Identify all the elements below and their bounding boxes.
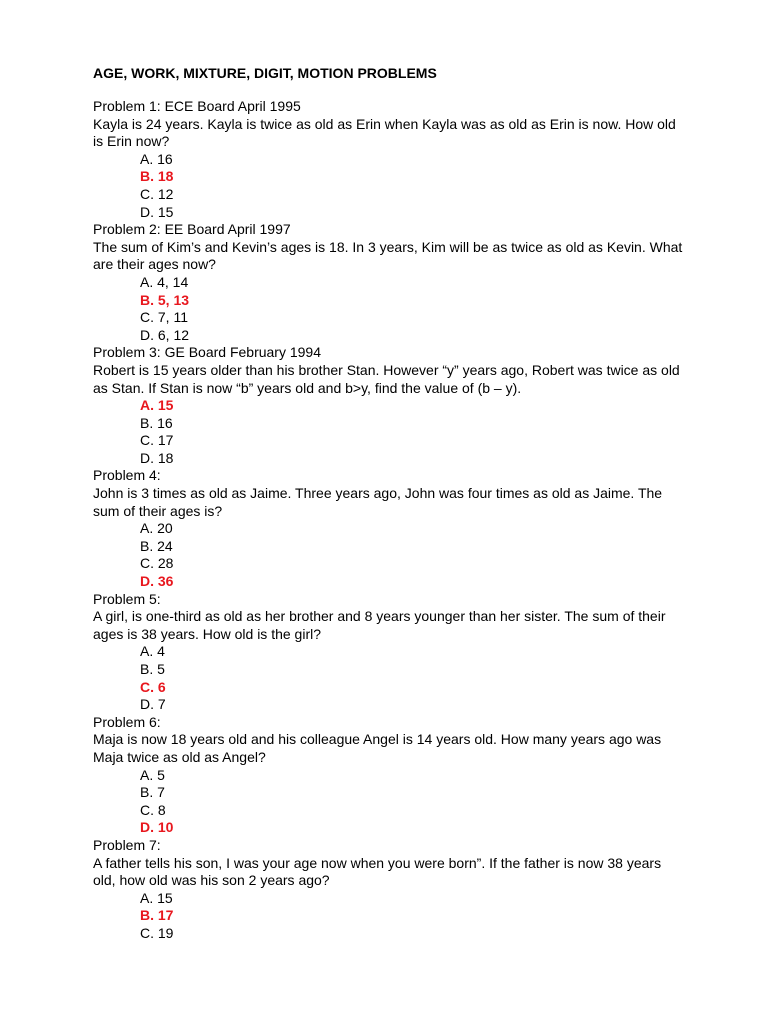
option-b: B. 24 bbox=[140, 537, 173, 554]
problem-7 bbox=[93, 837, 683, 943]
option-a: A. 4, 14 bbox=[140, 273, 189, 290]
answer-options bbox=[93, 890, 683, 943]
option-c: C. 6 bbox=[140, 678, 166, 695]
option-d: D. 6, 12 bbox=[140, 326, 190, 343]
option-a: A. 4 bbox=[140, 643, 165, 660]
option-b: B. 5 bbox=[140, 661, 165, 677]
option-b: B. 18 bbox=[140, 168, 174, 185]
option-b: B. 16 bbox=[140, 414, 173, 431]
problem-heading: Problem 7: bbox=[93, 836, 161, 853]
problem-statement: A girl, is one-third as old as her brother and 8 years younger than her sister. The sum of their ages is 38 years. How old is the girl? bbox=[93, 608, 666, 642]
problem-statement: Robert is 15 years older than his brother Stan. However “y” years ago, Robert was twice as old as Stan. If Stan is now “b” years old and b>y, find the value of (b – y). bbox=[93, 361, 680, 396]
option-d: D. 36 bbox=[140, 573, 174, 590]
problem-1 bbox=[93, 98, 683, 221]
answer-options bbox=[93, 397, 683, 467]
option-d: D. 10 bbox=[140, 819, 174, 836]
option-c: C. 17 bbox=[140, 432, 174, 449]
problem-statement: The sum of Kim’s and Kevin’s ages is 18. In 3 years, Kim will be as twice as old as Kevin. What are their ages now? bbox=[93, 238, 683, 273]
option-a: A. 15 bbox=[140, 889, 173, 906]
option-b: B. 5, 13 bbox=[140, 291, 190, 308]
problem-list bbox=[93, 98, 683, 943]
problem-statement: Kayla is 24 years. Kayla is twice as old as Erin when Kayla was as old as Erin is now. How old is Erin now? bbox=[93, 115, 676, 150]
problem-heading: Problem 6: bbox=[93, 713, 161, 730]
problem-2 bbox=[93, 221, 683, 344]
option-c: C. 19 bbox=[140, 924, 174, 941]
option-c: C. 28 bbox=[140, 555, 174, 572]
page-title: AGE, WORK, MIXTURE, DIGIT, MOTION PROBLEMS bbox=[93, 65, 437, 81]
option-b: B. 7 bbox=[140, 784, 165, 801]
problem-statement: John is 3 times as old as Jaime. Three years ago, John was four times as old as Jaime. The sum of their ages is? bbox=[93, 485, 663, 519]
option-a: A. 15 bbox=[140, 397, 174, 414]
problem-heading: Problem 2: EE Board April 1997 bbox=[93, 221, 291, 238]
option-d: D. 18 bbox=[140, 449, 174, 466]
option-c: C. 7, 11 bbox=[140, 309, 188, 326]
answer-options bbox=[93, 643, 683, 713]
answer-options bbox=[93, 767, 683, 837]
option-b: B. 17 bbox=[140, 907, 174, 924]
problem-3 bbox=[93, 344, 683, 467]
problem-statement: A father tells his son, I was your age now when you were born”. If the father is now 38 years old, how old was his son 2 years ago? bbox=[93, 854, 662, 889]
option-c: C. 8 bbox=[140, 801, 166, 818]
option-d: D. 15 bbox=[140, 203, 174, 220]
problem-statement: Maja is now 18 years old and his colleague Angel is 14 years old. How many years ago was Maja twice as old as Angel? bbox=[93, 731, 662, 765]
problem-6 bbox=[93, 714, 683, 837]
option-d: D. 7 bbox=[140, 696, 166, 713]
problem-4 bbox=[93, 467, 683, 590]
option-a: A. 16 bbox=[140, 150, 173, 167]
problem-heading: Problem 4: bbox=[93, 467, 161, 484]
option-a: A. 20 bbox=[140, 520, 173, 537]
problem-heading: Problem 3: GE Board February 1994 bbox=[93, 344, 322, 361]
option-c: C. 12 bbox=[140, 185, 174, 202]
option-a: A. 5 bbox=[140, 766, 165, 783]
problem-5 bbox=[93, 591, 683, 714]
answer-options bbox=[93, 520, 683, 590]
answer-options bbox=[93, 151, 683, 221]
answer-options bbox=[93, 274, 683, 344]
problem-heading: Problem 5: bbox=[93, 590, 161, 607]
problem-heading: Problem 1: ECE Board April 1995 bbox=[93, 98, 301, 114]
